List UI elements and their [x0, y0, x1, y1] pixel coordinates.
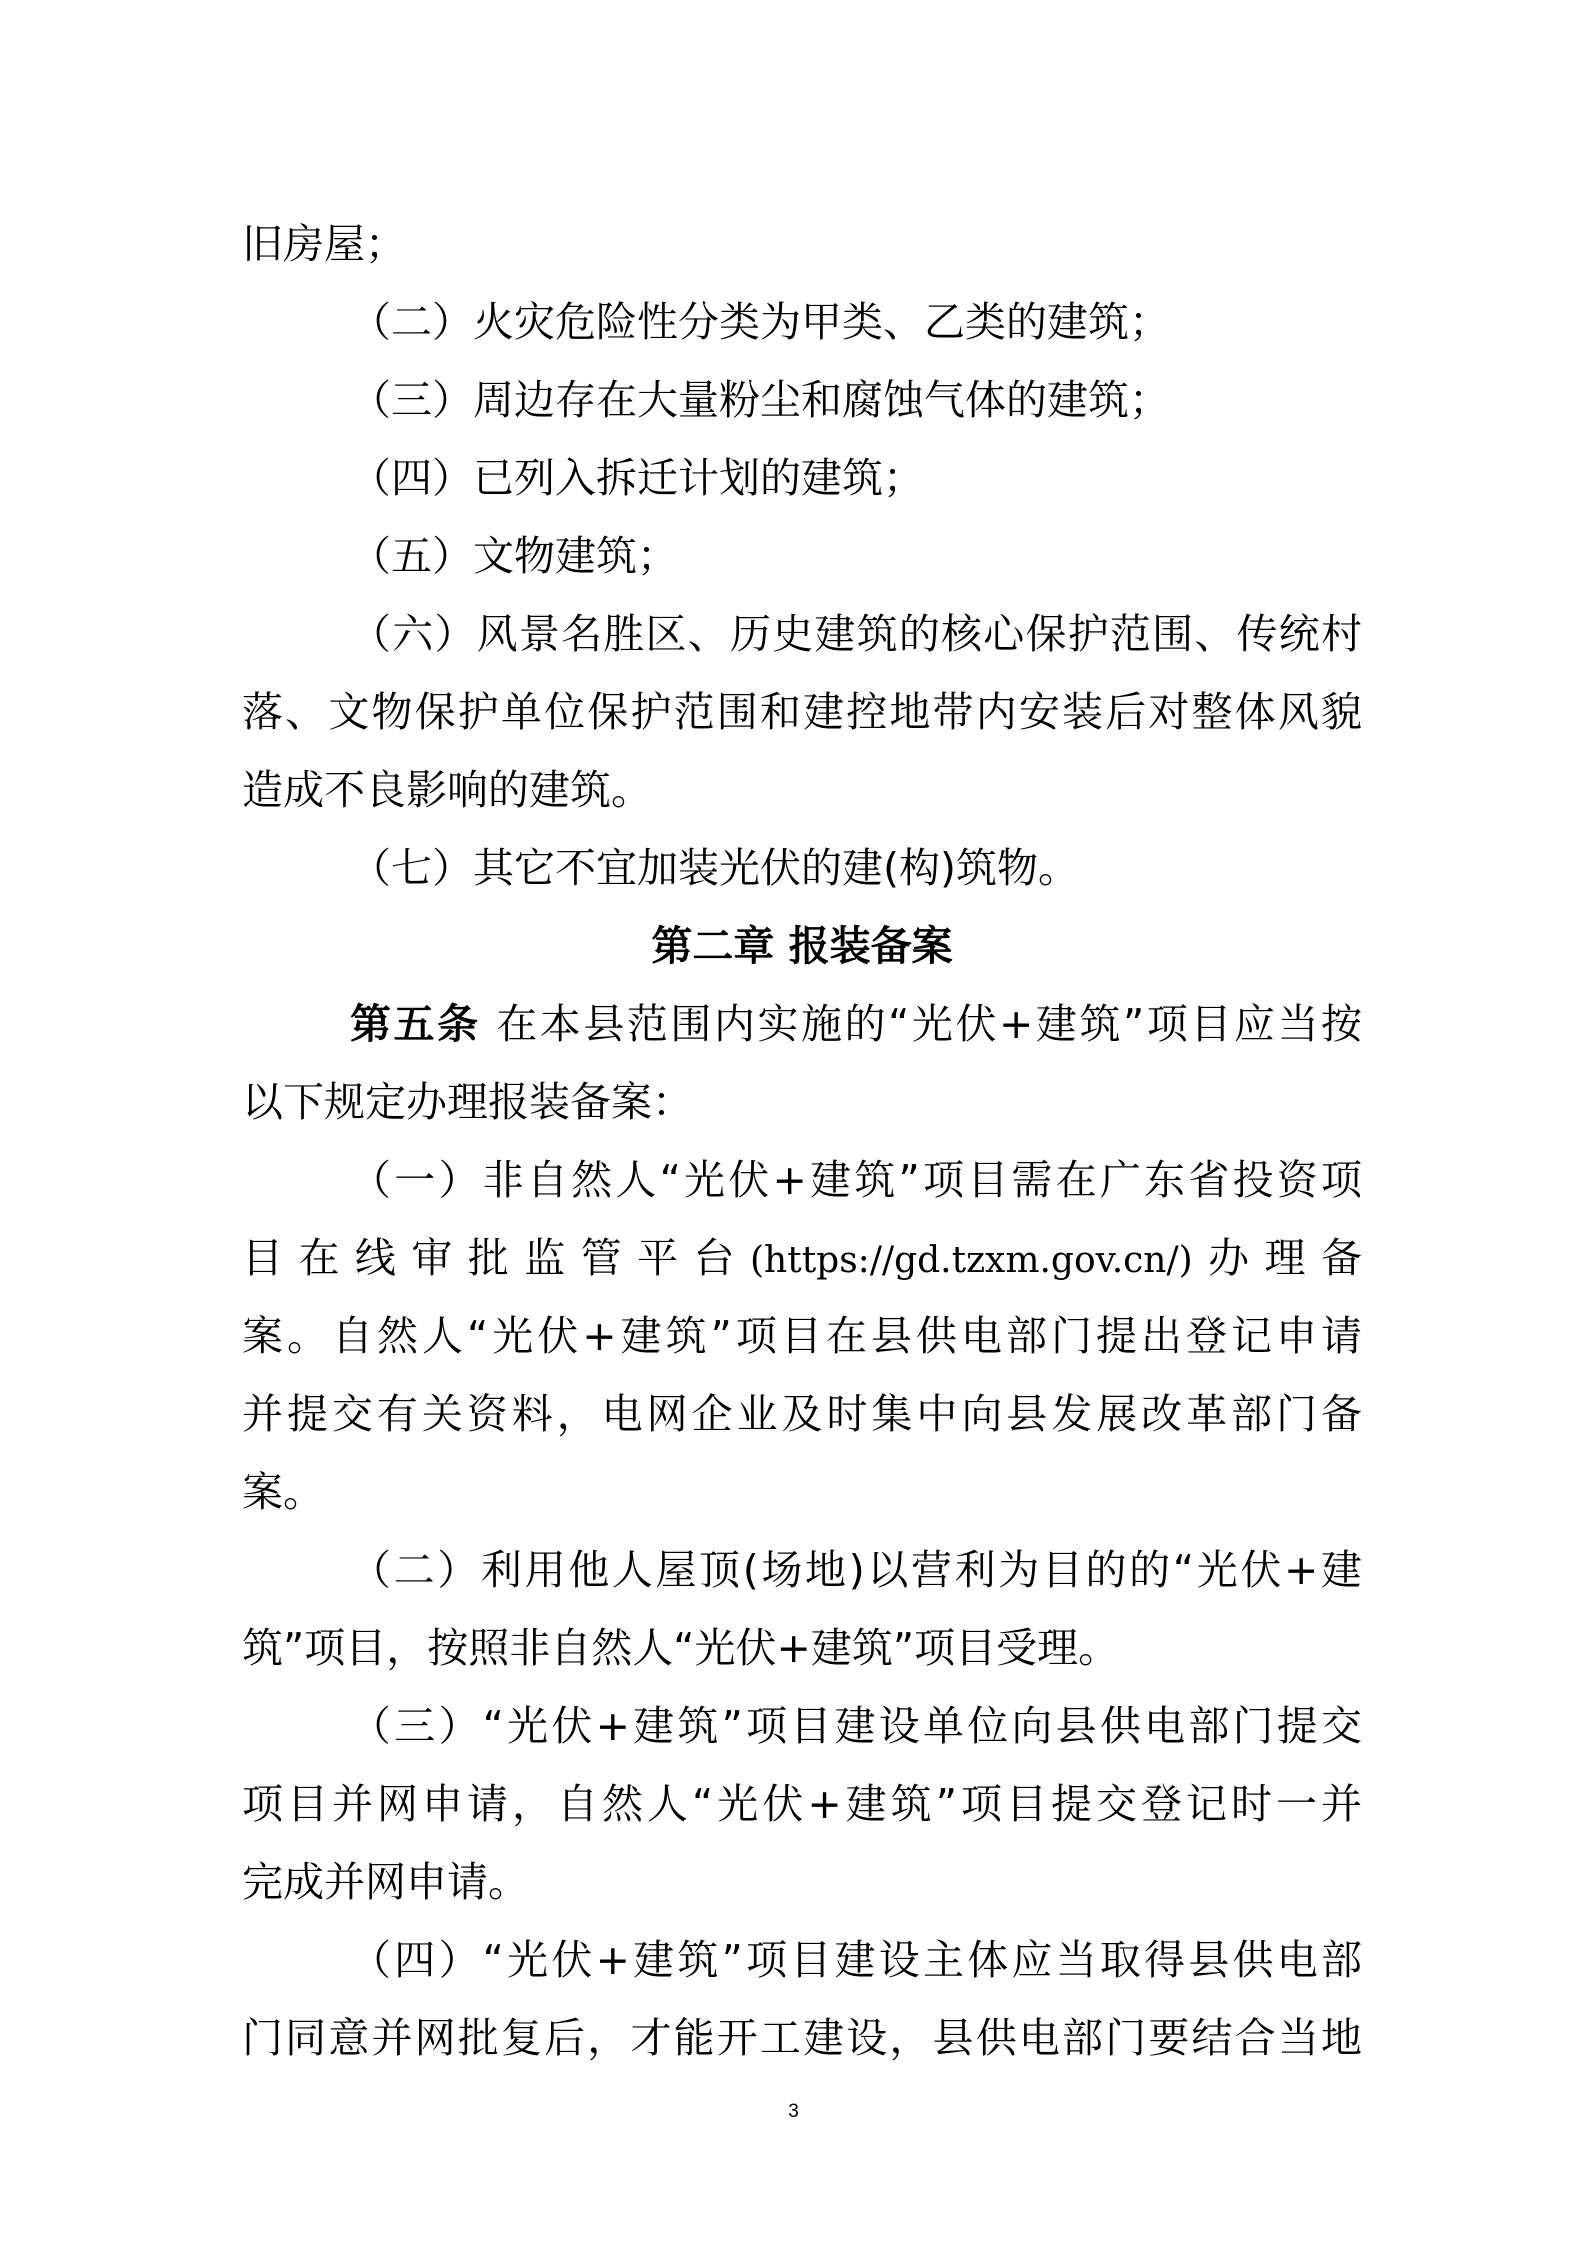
article-5-item-2: （二）利用他人屋顶(场地)以营利为目的的“光伏+建 — [350, 1546, 1362, 1594]
list-item-7: （七）其它不宜加装光伏的建(构)筑物。 — [350, 844, 1079, 892]
list-item-2: （二）火灾危险性分类为甲类、乙类的建筑； — [350, 298, 1170, 346]
platform-name: 目在线审批监管平台 — [242, 1234, 750, 1282]
platform-url: (https://gd.tzxm.gov.cn/) — [750, 1240, 1193, 1281]
list-item-3: （三）周边存在大量粉尘和腐蚀气体的建筑； — [350, 376, 1170, 424]
article-5-item-3-end: 完成并网申请。 — [242, 1858, 529, 1906]
list-item-6-cont: 落、文物保护单位保护范围和建控地带内安装后对整体风貌 — [242, 688, 1362, 736]
list-item-4: （四）已列入拆迁计划的建筑； — [350, 454, 924, 502]
article-5-line-2: 以下规定办理报装备案： — [242, 1078, 693, 1126]
article-5-item-1-cont2: 案。自然人“光伏+建筑”项目在县供电部门提出登记申请 — [242, 1312, 1362, 1360]
article-5-item-3: （三）“光伏+建筑”项目建设单位向县供电部门提交 — [350, 1702, 1362, 1750]
list-item-5: （五）文物建筑； — [350, 532, 678, 580]
paragraph-line: 旧房屋； — [242, 220, 406, 268]
article-5-item-4: （四）“光伏+建筑”项目建设主体应当取得县供电部 — [350, 1936, 1362, 1984]
page-number: 3 — [788, 2101, 799, 2122]
chapter-title: 第二章 报装备案 — [651, 922, 953, 970]
list-item-6: （六）风景名胜区、历史建筑的核心保护范围、传统村 — [350, 610, 1362, 658]
article-text: 在本县范围内实施的“光伏+建筑”项目应当按 — [496, 1000, 1362, 1048]
article-label: 第五条 — [350, 1000, 481, 1048]
article-5-first-line — [242, 985, 1362, 1063]
article-5-item-1-cont — [242, 1219, 1362, 1297]
article-5-item-1-end: 案。 — [242, 1468, 324, 1516]
list-item-6-end: 造成不良影响的建筑。 — [242, 766, 652, 814]
article-5-item-4-cont: 门同意并网批复后，才能开工建设，县供电部门要结合当地 — [242, 2014, 1362, 2062]
article-5-item-1-cont3: 并提交有关资料，电网企业及时集中向县发展改革部门备 — [242, 1390, 1362, 1438]
article-5-item-1: （一）非自然人“光伏+建筑”项目需在广东省投资项 — [350, 1156, 1362, 1204]
article-5-item-3-cont: 项目并网申请，自然人“光伏+建筑”项目提交登记时一并 — [242, 1780, 1362, 1828]
article-5-item-2-end: 筑”项目，按照非自然人“光伏+建筑”项目受理。 — [242, 1624, 1120, 1672]
platform-suffix: 办理备 — [1192, 1234, 1363, 1282]
document-body — [242, 205, 1362, 2077]
